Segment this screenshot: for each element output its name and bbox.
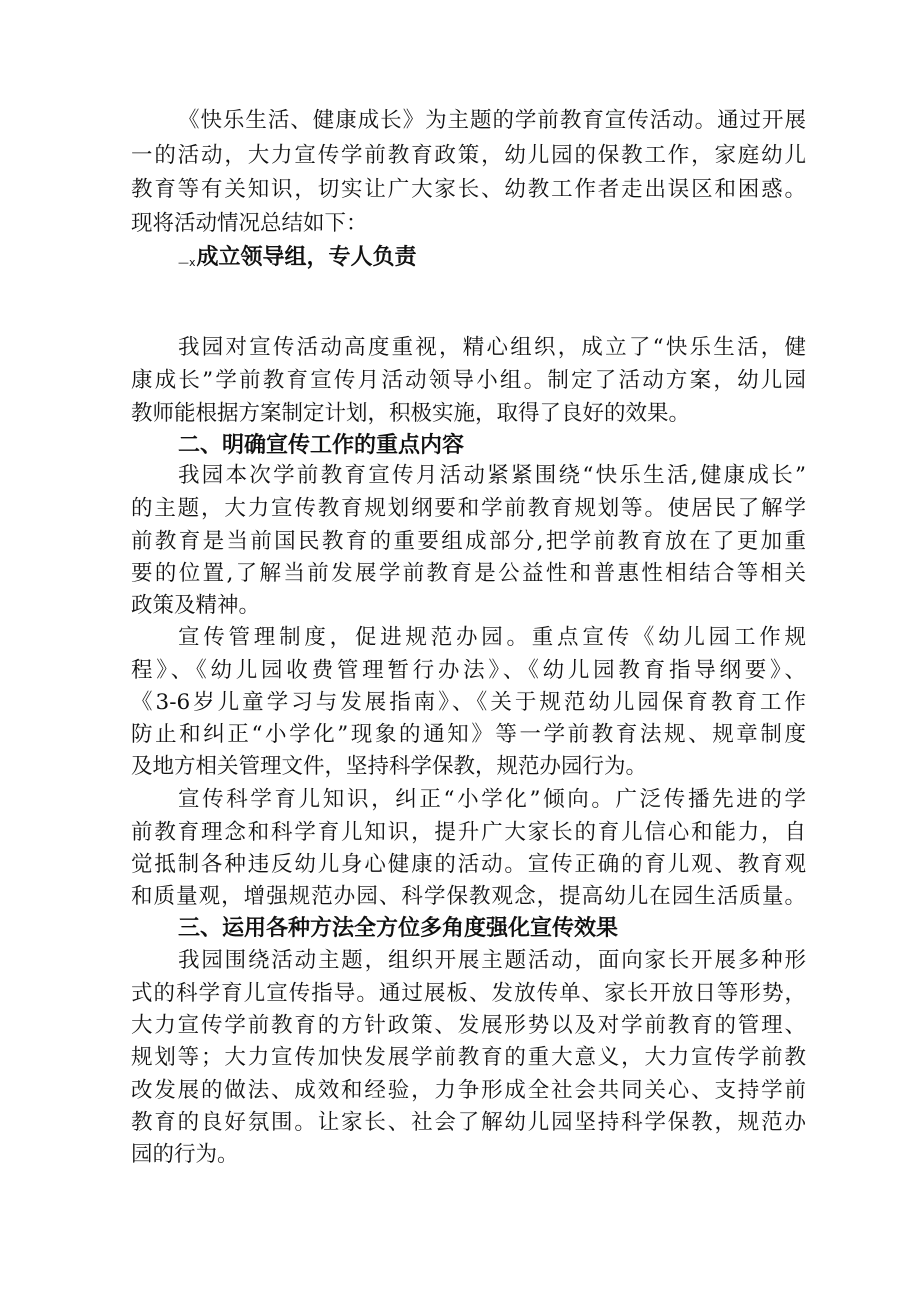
section-2-p2-line-1: 宣传管理制度，促进规范办园。重点宣传《幼儿园工作规 — [178, 625, 806, 650]
section-3-line-4: 规划等；大力宣传加快发展学前教育的重大意义，大力宣传学前教 — [131, 1045, 806, 1070]
section-1-heading — [178, 242, 417, 279]
section-2-p1-line-4: 要的位置,了解当前发展学前教育是公益性和普惠性相结合等相关 — [131, 561, 806, 586]
section-2-p1-line-1: 我园本次学前教育宣传月活动紧紧围绕“快乐生活,健康成长” — [178, 463, 806, 488]
section-2-p1-line-3: 前教育是当前国民教育的重要组成部分,把学前教育放在了更加重 — [131, 529, 806, 554]
section-1-line-3: 教师能根据方案制定计划，积极实施，取得了良好的效果。 — [131, 401, 691, 426]
section-3-line-1: 我园围绕活动主题，组织开展主题活动，面向家长开展多种形 — [178, 948, 806, 973]
intro-line-4: 现将活动情况总结如下： — [131, 211, 368, 236]
section-2-p2-line-4: 防止和纠正“小学化”现象的通知》等一学前教育法规、规章制度 — [131, 722, 806, 747]
section-1-title: 成立领导组，专人负责 — [196, 245, 417, 270]
section-2-p1-line-5: 政策及精神。 — [131, 593, 261, 618]
section-2-p2-line-5: 及地方相关管理文件，坚持科学保教，规范办园行为。 — [131, 754, 648, 779]
intro-line-3: 教育等有关知识，切实让广大家长、幼教工作者走出误区和困惑。 — [131, 177, 806, 202]
section-2-p2-line-3: 《3-6岁儿童学习与发展指南》、《关于规范幼儿园保育教育工作 — [131, 690, 806, 715]
section-3-line-7: 园的行为。 — [131, 1142, 239, 1167]
intro-line-1: 《快乐生活、健康成长》为主题的学前教育宣传活动。通过开展 — [178, 108, 806, 133]
section-1-line-1: 我园对宣传活动高度重视，精心组织，成立了“快乐生活，健 — [178, 335, 806, 360]
section-1-line-2: 康成长”学前教育宣传月活动领导小组。制定了活动方案，幼儿园 — [131, 368, 806, 393]
section-2-p3-line-3: 觉抵制各种违反幼儿身心健康的活动。宣传正确的育儿观、教育观 — [131, 852, 806, 877]
section-2-p3-line-2: 前教育理念和科学育儿知识，提升广大家长的育儿信心和能力，自 — [131, 820, 806, 845]
section-2-p3-line-1: 宣传科学育儿知识，纠正“小学化”倾向。广泛传播先进的学 — [178, 787, 806, 812]
section-1-marker: —x — [178, 256, 196, 269]
section-3-line-3: 大力宣传学前教育的方针政策、发展形势以及对学前教育的管理、 — [131, 1013, 806, 1038]
section-3-line-2: 式的科学育儿宣传指导。通过展板、发放传单、家长开放日等形势， — [131, 981, 806, 1006]
section-3-heading: 三、运用各种方法全方位多角度强化宣传效果 — [178, 916, 619, 941]
section-2-p1-line-2: 的主题，大力宣传教育规划纲要和学前教育规划等。使居民了解学 — [131, 496, 806, 521]
section-3-line-6: 教育的良好氛围。让家长、社会了解幼儿园坚持科学保教，规范办 — [131, 1110, 806, 1135]
section-3-line-5: 改发展的做法、成效和经验，力争形成全社会共同关心、支持学前 — [131, 1078, 806, 1103]
section-2-heading: 二、明确宣传工作的重点内容 — [178, 433, 465, 458]
section-2-p2-line-2: 程》、《幼儿园收费管理暂行办法》、《幼儿园教育指导纲要》、 — [131, 658, 806, 683]
section-2-p3-line-4: 和质量观，增强规范办园、科学保教观念，提高幼儿在园生活质量。 — [131, 884, 806, 909]
intro-line-2: 一的活动，大力宣传学前教育政策，幼儿园的保教工作，家庭幼儿 — [131, 143, 806, 168]
